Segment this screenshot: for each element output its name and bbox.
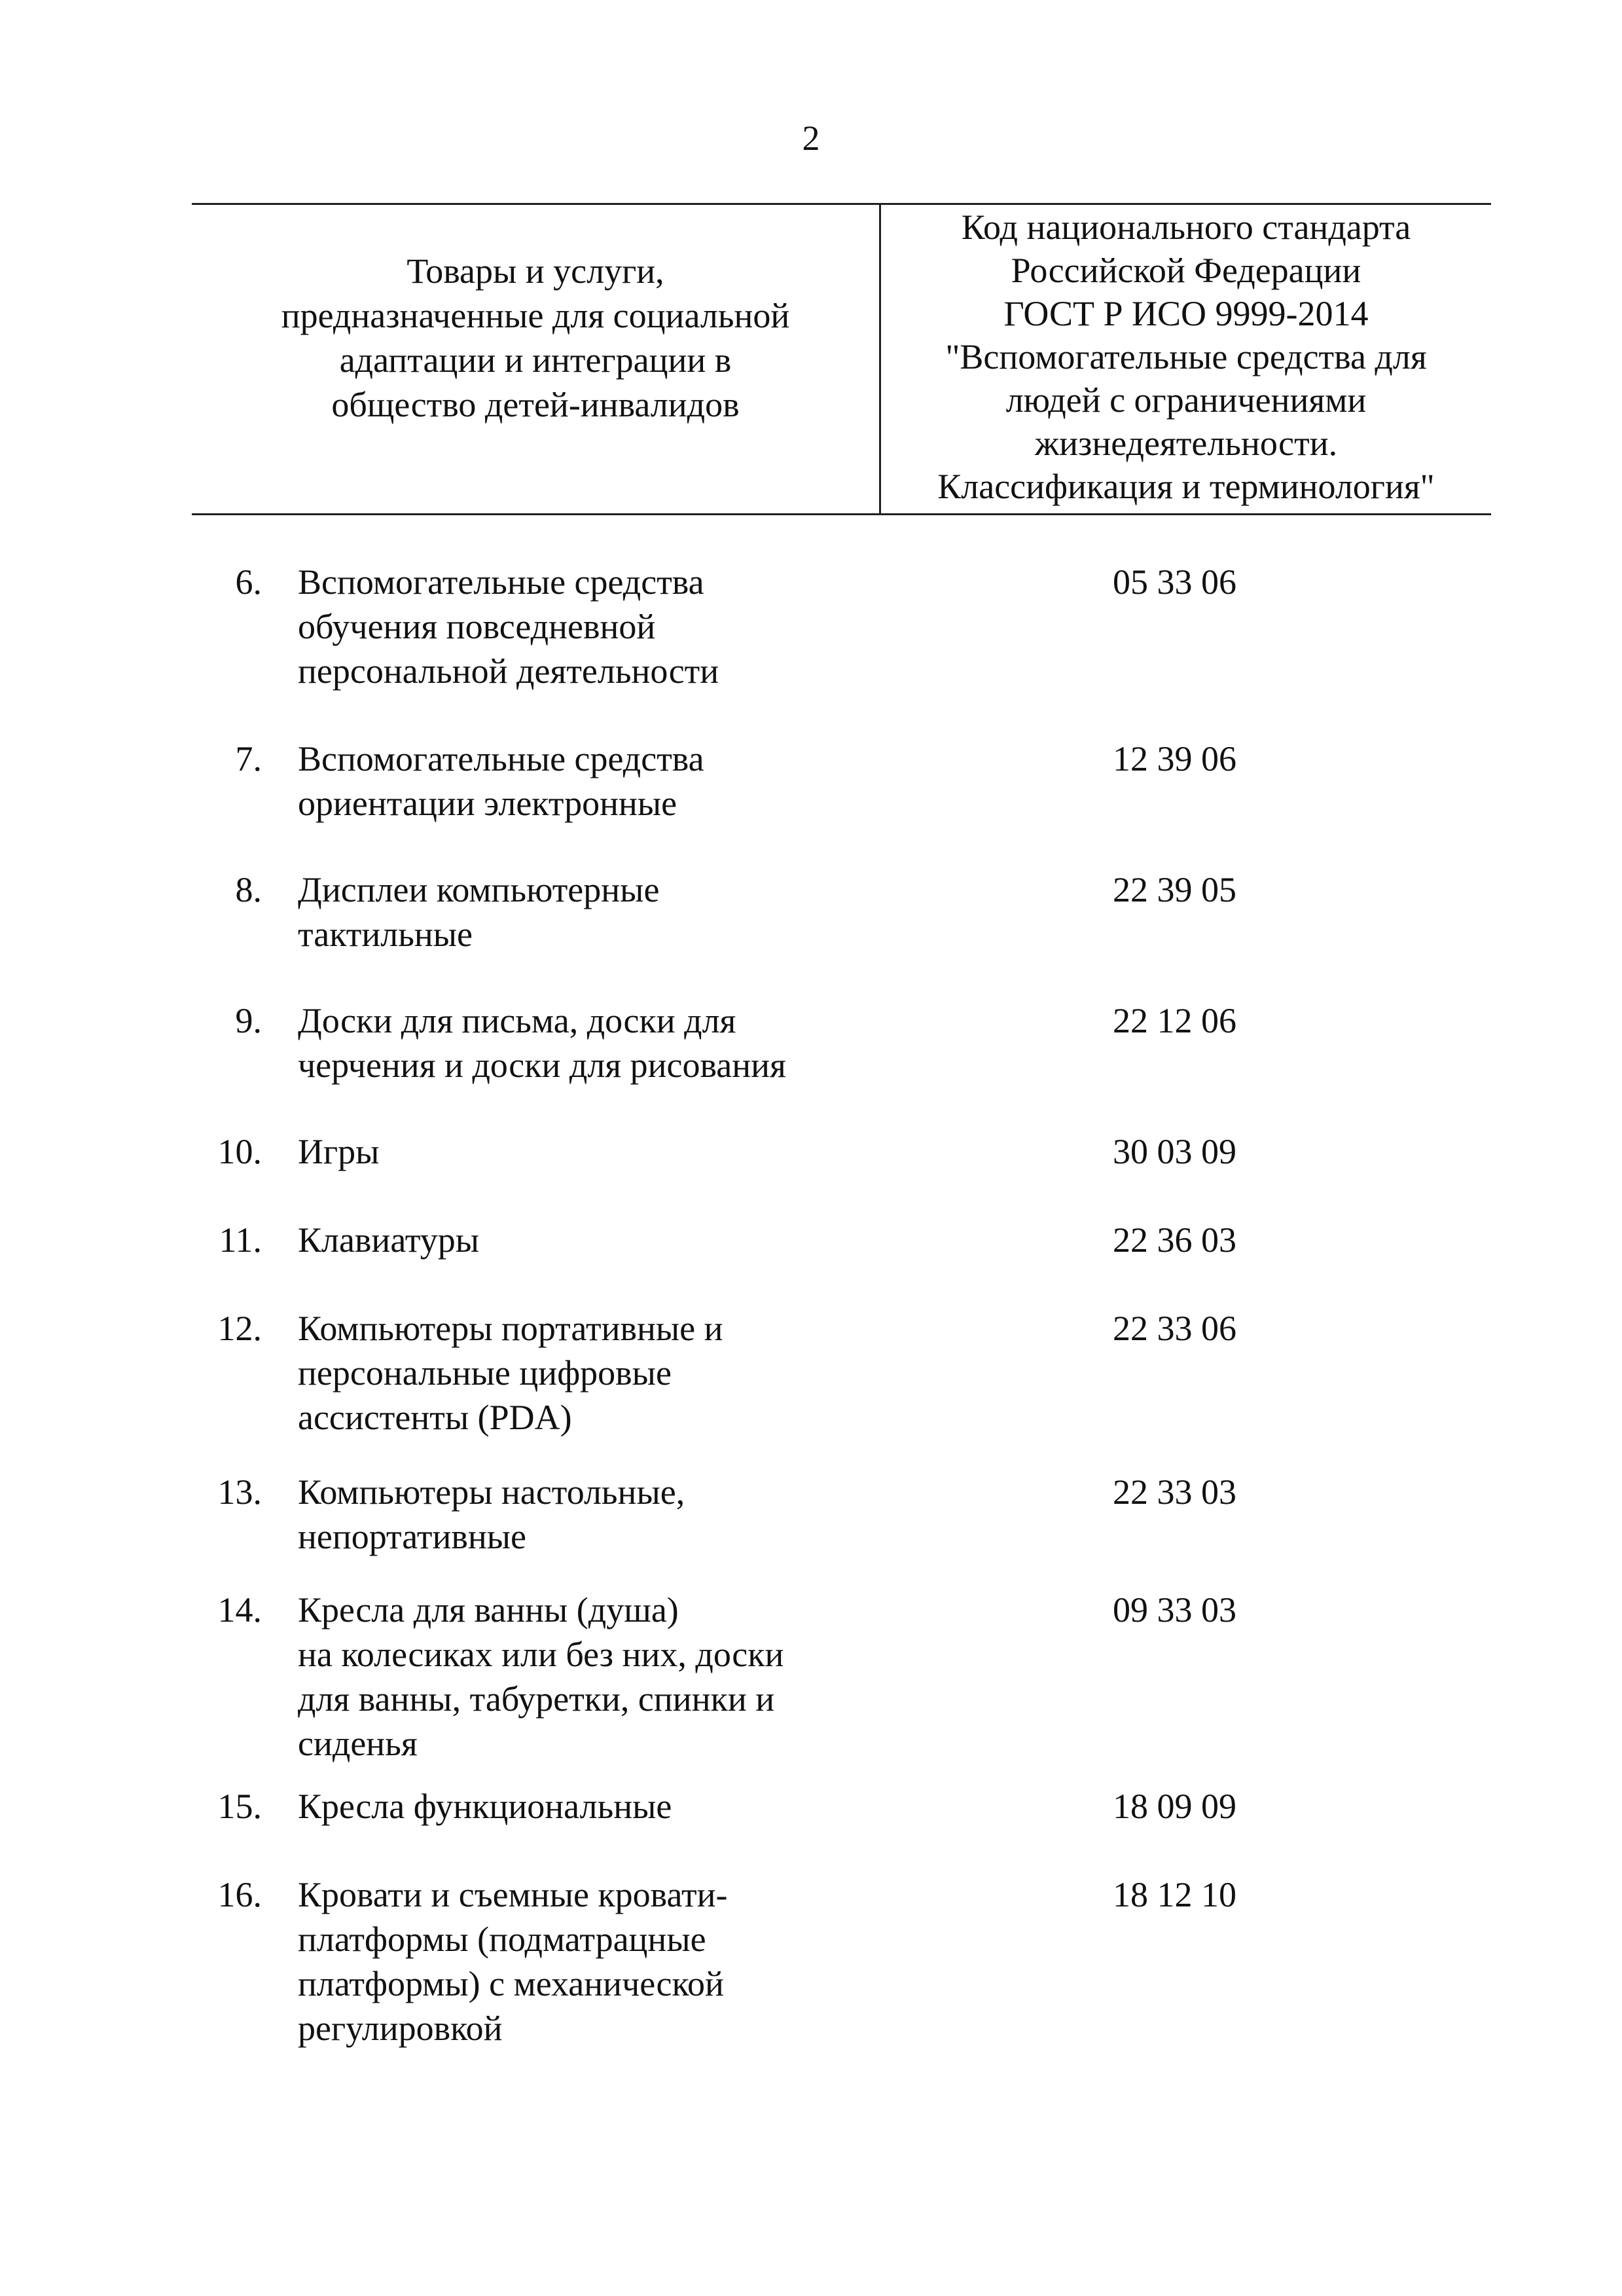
row-gost-code: 18 12 10 xyxy=(1113,1875,1236,1914)
row-label-line: платформы (подматрацные xyxy=(298,1920,706,1959)
header-left-line: общество детей-инвалидов xyxy=(331,385,740,424)
row-label-line: ориентации электронные xyxy=(298,784,677,823)
row-label-line: Доски для письма, доски для xyxy=(298,1001,736,1040)
row-number: 12. xyxy=(217,1309,262,1348)
row-label xyxy=(298,560,887,693)
row-label-line: персональной деятельности xyxy=(298,651,719,691)
row-gost-code: 09 33 03 xyxy=(1113,1590,1236,1630)
page-number: 2 xyxy=(802,118,820,158)
header-right-line: ГОСТ Р ИСО 9999-2014 xyxy=(1003,294,1369,333)
row-label-line: регулировкой xyxy=(298,2009,503,2048)
row-gost-code: 22 12 06 xyxy=(1113,1001,1236,1040)
row-gost-code: 12 39 06 xyxy=(1113,739,1236,778)
row-gost-code: 22 33 03 xyxy=(1113,1472,1236,1512)
column-header-gost-code xyxy=(881,206,1491,508)
row-label-line: ассистенты (PDA) xyxy=(298,1398,572,1437)
row-label xyxy=(298,1872,887,2050)
row-label-line: Компьютеры настольные, xyxy=(298,1472,685,1512)
header-left-line: адаптации и интеграции в xyxy=(339,340,732,380)
row-label-line: Вспомогательные средства xyxy=(298,739,704,778)
row-gost-code: 30 03 09 xyxy=(1113,1132,1236,1171)
row-label-line: обучения повседневной xyxy=(298,607,656,646)
row-label-line: персональные цифровые xyxy=(298,1353,672,1393)
row-number: 11. xyxy=(219,1220,262,1260)
header-right-line: Код национального стандарта xyxy=(961,208,1411,247)
row-number: 6. xyxy=(235,562,262,602)
row-label xyxy=(298,1588,887,1766)
row-label-line: на колесиках или без них, доски xyxy=(298,1635,784,1674)
header-right-line: Классификация и терминология" xyxy=(937,467,1435,506)
row-number: 8. xyxy=(235,870,262,909)
header-right-line: жизнедеятельности. xyxy=(1034,424,1338,463)
row-gost-code: 22 33 06 xyxy=(1113,1309,1236,1348)
header-left-line: предназначенные для социальной xyxy=(281,296,790,335)
row-label-line: Игры xyxy=(298,1132,380,1171)
column-header-goods-services xyxy=(192,249,879,427)
row-number: 9. xyxy=(235,1001,262,1040)
row-gost-code: 22 39 05 xyxy=(1113,870,1236,909)
row-gost-code: 22 36 03 xyxy=(1113,1220,1236,1260)
row-label xyxy=(298,998,887,1087)
row-label xyxy=(298,1218,887,1262)
row-label-line: тактильные xyxy=(298,915,473,954)
row-label xyxy=(298,737,887,826)
row-label-line: сиденья xyxy=(298,1724,418,1763)
row-label-line: Кресла функциональные xyxy=(298,1787,672,1826)
row-label-line: Компьютеры портативные и xyxy=(298,1309,723,1348)
row-number: 16. xyxy=(217,1875,262,1914)
header-right-line: людей с ограничениями xyxy=(1005,380,1367,420)
row-label-line: Вспомогательные средства xyxy=(298,562,704,602)
row-gost-code: 18 09 09 xyxy=(1113,1787,1236,1826)
table-header-top-rule xyxy=(192,203,1491,205)
header-right-line: "Вспомогательные средства для xyxy=(945,337,1427,376)
table-header-bottom-rule xyxy=(192,513,1491,515)
row-number: 7. xyxy=(235,739,262,778)
row-number: 10. xyxy=(217,1132,262,1171)
header-right-line: Российской Федерации xyxy=(1011,251,1361,290)
row-label xyxy=(298,1129,887,1174)
row-number: 15. xyxy=(217,1787,262,1826)
header-left-line: Товары и услуги, xyxy=(406,251,664,291)
row-label-line: для ванны, табуретки, спинки и xyxy=(298,1679,775,1719)
row-label-line: черчения и доски для рисования xyxy=(298,1046,786,1085)
row-number: 14. xyxy=(217,1590,262,1630)
row-label xyxy=(298,1784,887,1829)
row-label-line: Дисплеи компьютерные xyxy=(298,870,660,909)
row-label-line: Кресла для ванны (душа) xyxy=(298,1590,679,1630)
row-label-line: платформы) с механической xyxy=(298,1964,724,2003)
row-label-line: Клавиатуры xyxy=(298,1220,480,1260)
row-label xyxy=(298,1470,887,1559)
row-gost-code: 05 33 06 xyxy=(1113,562,1236,602)
row-label xyxy=(298,1306,887,1440)
row-label-line: Кровати и съемные кровати- xyxy=(298,1875,728,1914)
row-label xyxy=(298,867,887,957)
row-label-line: непортативные xyxy=(298,1517,527,1556)
row-number: 13. xyxy=(217,1472,262,1512)
